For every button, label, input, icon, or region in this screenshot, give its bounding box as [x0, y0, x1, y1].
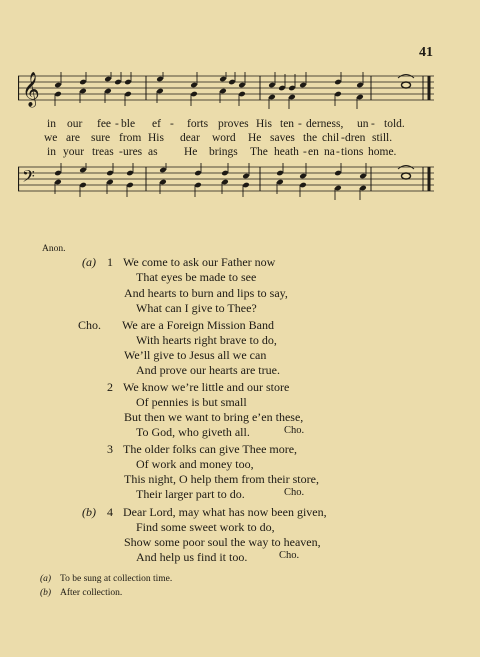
- verse-line: Of pennies is but small: [136, 395, 247, 409]
- syllable: dren: [345, 132, 366, 144]
- bass-clef: 𝄢: [22, 166, 35, 190]
- syllable: fee: [97, 118, 112, 130]
- verse-line: We know we’re little and our store: [123, 380, 290, 394]
- syllable: His: [148, 132, 164, 144]
- verse-line: Find some sweet work to do,: [136, 520, 275, 534]
- syllable: our: [67, 118, 83, 130]
- verse-line: But then we want to bring e’en these,: [124, 410, 304, 424]
- bass-staff: [18, 163, 434, 203]
- syllable: your: [63, 146, 85, 158]
- chorus-ref: Cho.: [284, 487, 305, 498]
- syllable: na: [324, 146, 335, 158]
- syllable: proves: [218, 118, 249, 130]
- syllable: are: [66, 132, 81, 144]
- syllable: as: [148, 146, 158, 158]
- footnote-marker: (a): [40, 574, 52, 584]
- syllable: He: [184, 146, 198, 158]
- syllable: en: [308, 146, 319, 158]
- syllable: The: [250, 146, 268, 158]
- verse-line: We come to ask our Father now: [123, 255, 276, 269]
- syllable: saves: [270, 132, 295, 144]
- verse-number: 4: [107, 505, 113, 519]
- syllable: He: [248, 132, 262, 144]
- syllable: in: [47, 146, 56, 158]
- syllable: tions: [341, 146, 364, 158]
- syllable: -: [119, 146, 123, 158]
- syllable: -: [115, 118, 119, 130]
- syllable: the: [303, 132, 318, 144]
- footnote-marker: (b): [40, 588, 52, 598]
- verse-marker: (b): [82, 505, 96, 519]
- syllable: chil: [322, 132, 340, 144]
- syllable: told.: [384, 118, 405, 130]
- footnote-text: After collection.: [60, 588, 123, 598]
- syllable: derness,: [306, 118, 344, 130]
- page-number: 41: [419, 45, 433, 60]
- verse-line: To God, who giveth all.: [136, 425, 250, 439]
- footnote-text: To be sung at collection time.: [60, 574, 173, 584]
- syllable: ten: [280, 118, 295, 130]
- chorus-ref: Cho.: [279, 550, 300, 561]
- author-credit: Anon.: [42, 244, 66, 254]
- verse-line: Of work and money too,: [136, 457, 254, 471]
- syllable: word: [212, 132, 236, 144]
- verse-line: With hearts right brave to do,: [136, 333, 277, 347]
- footnote: [40, 574, 172, 584]
- whole-note: [402, 82, 411, 88]
- syllable: un: [357, 118, 369, 130]
- syllable: -: [298, 118, 302, 130]
- verse-number: 2: [107, 380, 113, 394]
- whole-note: [402, 173, 411, 179]
- verse-line: The older folks can give Thee more,: [123, 442, 298, 456]
- verse-line: And prove our hearts are true.: [136, 363, 280, 377]
- syllable: His: [256, 118, 272, 130]
- syllable: ble: [121, 118, 136, 130]
- syllable: home.: [368, 146, 397, 158]
- syllable: -: [341, 132, 345, 144]
- syllable: dear: [180, 132, 200, 144]
- verse-line: And help us find it too.: [136, 550, 248, 564]
- syllable: brings: [209, 146, 238, 158]
- syllable: still.: [372, 132, 393, 144]
- verse-line: What can I give to Thee?: [136, 301, 257, 315]
- verse-line: Show some poor soul the way to heaven,: [124, 535, 321, 549]
- syllable: in: [47, 118, 56, 130]
- syllable: ef: [152, 118, 161, 130]
- verse-line: That eyes be made to see: [136, 270, 257, 284]
- verse-marker: (a): [82, 255, 96, 269]
- syllable: treas: [92, 146, 114, 158]
- lyric-line-3: [0, 146, 480, 164]
- chorus-ref: Cho.: [284, 425, 305, 436]
- syllable: from: [119, 132, 142, 144]
- syllable: ures: [123, 146, 143, 158]
- treble-clef: 𝄞: [22, 72, 40, 107]
- syllable: -: [170, 118, 174, 130]
- syllable: heath: [274, 146, 299, 158]
- syllable: we: [44, 132, 58, 144]
- verse-number: 1: [107, 255, 113, 269]
- verse-line: Dear Lord, may what has now been given,: [123, 505, 327, 519]
- verse-line: We are a Foreign Mission Band: [122, 318, 275, 332]
- syllable: -: [303, 146, 307, 158]
- syllable: forts: [187, 118, 209, 130]
- verse-number: 3: [107, 442, 113, 456]
- verse-line: Their larger part to do.: [136, 487, 245, 501]
- treble-staff: [18, 72, 434, 112]
- verse-line: This night, O help them from their store,: [124, 472, 319, 486]
- footnote: [40, 588, 122, 598]
- syllable: sure: [91, 132, 111, 144]
- syllable: -: [336, 146, 340, 158]
- verse-line: We’ll give to Jesus all we can: [124, 348, 267, 362]
- verse-line: And hearts to burn and lips to say,: [124, 286, 288, 300]
- chorus-label: Cho.: [78, 318, 102, 332]
- syllable: -: [371, 118, 375, 130]
